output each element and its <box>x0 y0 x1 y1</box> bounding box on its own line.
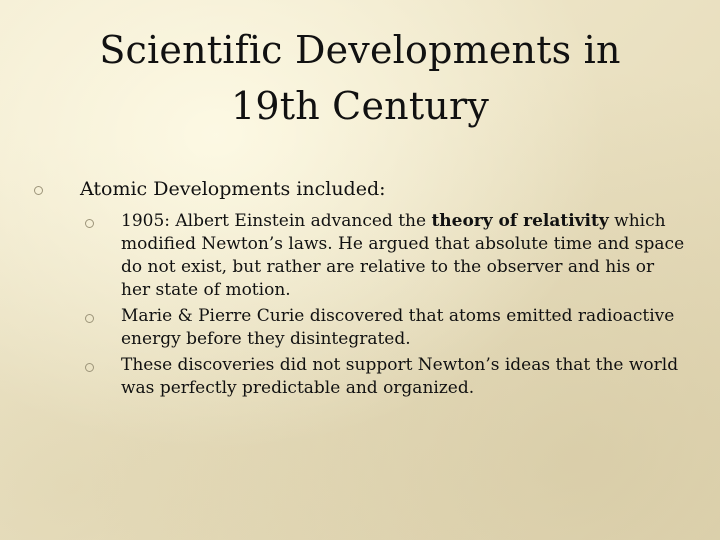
sub-bullet-text-end: which modified Newton’s laws. He argued that absolute time and space do not exist, but rather are relative to the observer and his or her state of motion. <box>121 211 685 300</box>
main-bullet <box>34 176 694 202</box>
bullet-ring-icon <box>85 219 94 228</box>
sub-bullet-discoveries <box>85 354 695 400</box>
sub-bullet-text: These discoveries did not support Newton’s ideas that the world was perfectly predictable and organized. <box>121 355 679 398</box>
slide-title <box>0 22 720 134</box>
theory-of-relativity-emphasis: theory of relativity <box>431 211 609 231</box>
slide-title-line-2: 19th Century <box>231 84 489 128</box>
slide-title-line-1: Scientific Developments in <box>99 28 621 72</box>
main-bullet-text: Atomic Developments included: <box>80 178 386 200</box>
bullet-ring-icon <box>85 314 94 323</box>
bullet-ring-icon <box>34 186 43 195</box>
sub-bullet-text <box>121 210 686 302</box>
sub-bullet-curie <box>85 305 695 351</box>
sub-bullet-text-start: 1905: Albert Einstein advanced the <box>121 211 432 231</box>
sub-bullet-text: Marie & Pierre Curie discovered that atoms emitted radioactive energy before they disintegrated. <box>121 306 675 349</box>
sub-bullet-list <box>85 210 695 400</box>
bullet-ring-icon <box>85 363 94 372</box>
slide-body <box>34 176 694 403</box>
sub-bullet-einstein <box>85 210 695 302</box>
